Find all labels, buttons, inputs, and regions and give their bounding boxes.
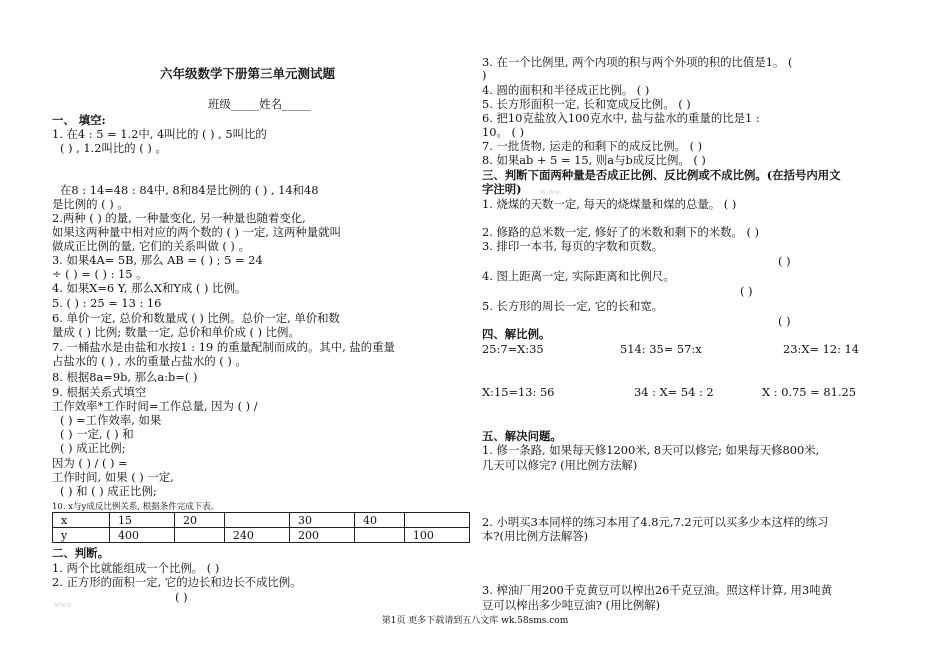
judge-line: 6. 把10克盐放入100克水中, 盐与盐水的重量的比是1 :: [482, 111, 760, 125]
fill-line: ( ) 一定, ( ) 和: [60, 427, 134, 441]
judge-line: 5. 长方形面积一定, 长和宽成反比例。 ( ): [482, 97, 691, 111]
fill-line: 5. ( ) : 25 = 13 : 16: [52, 296, 162, 310]
judge-line: ( ): [175, 590, 188, 604]
table-cell: 200: [289, 528, 354, 543]
fill-line: 量成 ( ) 比例; 数量一定, 总价和单价成 ( ) 比例。: [52, 325, 300, 339]
judge-line: 2. 正方形的面积一定, 它的边长和边长不成比例。: [52, 575, 302, 589]
fill-line: ( ) , 1.2叫比的 ( ) 。: [60, 141, 167, 155]
table-row: [53, 513, 470, 528]
problem-line: 几天可以修完? (用比例方法解): [482, 458, 638, 472]
judge-line: 10。 ( ): [482, 125, 525, 139]
page-footer: 第1页 更多下载请到五八文库 wk.58sms.com: [381, 616, 569, 626]
ratio-type-line: 1. 烧煤的天数一定, 每天的烧煤量和煤的总量。 ( ): [482, 197, 737, 211]
q10-caption: 10. x与y成反比例关系, 根据条件完成下表。: [52, 502, 220, 512]
fill-line: 6. 单价一定, 总价和数量成 ( ) 比例。总价一定, 单价和数: [52, 311, 340, 325]
table-row: [53, 528, 470, 543]
ratio-type-line: ( ): [778, 254, 791, 268]
section-ratio-type-heading-2: 字注明): [482, 182, 522, 196]
ratio-equation: 25:7=X:35: [482, 342, 544, 356]
fill-line: 9. 根据关系式填空: [52, 385, 147, 399]
table-cell: [224, 513, 289, 528]
xy-table: [52, 512, 470, 543]
fill-line: 7. 一桶盐水是由盐和水按1 : 19 的重量配制而成的。其中, 盐的重量: [52, 340, 395, 354]
table-cell: x: [53, 513, 110, 528]
fill-line: 在8 : 14=48 : 84中, 8和84是比例的 ( ) , 14和48: [60, 183, 319, 197]
section-problems-heading: 五、解决问题。: [482, 429, 562, 443]
fill-line: 因为 ( ) / ( ) =: [52, 456, 128, 470]
fill-line: 占盐水的 ( ) , 水的重量占盐水的 ( ) 。: [52, 354, 247, 368]
table-cell: 240: [224, 528, 289, 543]
fill-line: 2.两种 ( ) 的量, 一种量变化, 另一种量也随着变化,: [52, 211, 306, 225]
section-fill-in-heading: 一、 填空:: [52, 113, 106, 127]
fill-line: 是比例的 ( ) 。: [52, 197, 129, 211]
table-cell: y: [53, 528, 110, 543]
fill-line: ( ) =工作效率, 如果: [60, 413, 162, 427]
fill-line: ( ) 和 ( ) 成正比例;: [60, 484, 157, 498]
judge-line: ): [482, 68, 487, 82]
ratio-type-line: ( ): [778, 314, 791, 328]
watermark-text: w ww.: [540, 188, 562, 196]
judge-line: 3. 在一个比例里, 两个内项的积与两个外项的积的比值是1。 (: [482, 55, 793, 69]
fill-line: ÷ ( ) = ( ) : 15 。: [52, 267, 148, 281]
table-cell: 40: [355, 513, 405, 528]
page-title: 六年级数学下册第三单元测试题: [160, 66, 336, 81]
table-cell: 400: [110, 528, 175, 543]
fill-line: 8. 根据8a=9b, 那么a:b=( ): [52, 370, 198, 384]
fill-line: 3. 如果4A= 5B, 那么 AB = ( ) ; 5 = 24: [52, 253, 263, 267]
ratio-type-line: 3. 排印一本书, 每页的字数和页数。: [482, 239, 664, 253]
ratio-type-line: ( ): [740, 284, 753, 298]
judge-line: 8. 如果ab + 5 = 15, 则a与b成反比例。 ( ): [482, 153, 706, 167]
table-cell: [404, 513, 469, 528]
problem-line: 本?(用比例方法解答): [482, 529, 589, 543]
ratio-equation: X:15=13: 56: [482, 385, 555, 399]
fill-line: 1. 在4 : 5 = 1.2中, 4叫比的 ( ) , 5叫比的: [52, 127, 267, 141]
class-name-line: 班级_____姓名_____: [208, 97, 311, 111]
fill-line: 如果这两种量中相对应的两个数的 ( ) 一定, 这两种量就叫: [52, 225, 341, 239]
problem-line: 1. 修一条路, 如果每天修1200米, 8天可以修完; 如果每天修800米,: [482, 443, 820, 457]
problem-line: 3. 榨油厂用200千克黄豆可以榨出26千克豆油。照这样计算, 用3吨黄: [482, 583, 832, 597]
ratio-equation: 23:X= 12: 14: [783, 342, 860, 356]
table-cell: 30: [289, 513, 354, 528]
problem-line: 2. 小明买3本同样的练习本用了4.8元,7.2元可以买多少本这样的练习: [482, 515, 829, 529]
section-solve-ratio-heading: 四、解比例。: [482, 327, 551, 341]
ratio-equation: 34 : X= 54 : 2: [634, 385, 714, 399]
judge-line: 7. 一批货物, 运走的和剩下的成反比例。 ( ): [482, 139, 703, 153]
ratio-type-line: 2. 修路的总米数一定, 修好了的米数和剩下的米数。 ( ): [482, 225, 760, 239]
ratio-equation: X : 0.75 = 81.25: [762, 385, 856, 399]
judge-line: 4. 圆的面积和半径成正比例。 ( ): [482, 83, 650, 97]
table-cell: [175, 528, 225, 543]
table-cell: 100: [404, 528, 469, 543]
judge-line: 1. 两个比就能组成一个比例。 ( ): [52, 561, 220, 575]
fill-line: 工作时间, 如果 ( ) 一定,: [52, 470, 174, 484]
fill-line: 4. 如果X=6 Y, 那么X和Y成 ( ) 比例。: [52, 281, 247, 295]
watermark-text: www.: [54, 601, 74, 609]
ratio-type-line: 4. 图上距离一定, 实际距离和比例尺。: [482, 269, 675, 283]
section-judge-heading: 二、判断。: [52, 546, 109, 560]
fill-line: 做成正比例的量, 它们的关系叫做 ( ) 。: [52, 239, 250, 253]
table-cell: [355, 528, 405, 543]
ratio-equation: 514: 35= 57:x: [620, 342, 702, 356]
fill-line: ( ) 成正比例;: [60, 441, 126, 455]
ratio-type-line: 5. 长方形的周长一定, 它的长和宽。: [482, 299, 664, 313]
problem-line: 豆可以榨出多少吨豆油? (用比例解): [482, 598, 661, 612]
table-cell: 15: [110, 513, 175, 528]
table-cell: 20: [175, 513, 225, 528]
section-ratio-type-heading: 三、判断下面两种量是否成正比例、反比例或不成比例。(在括号内用文: [482, 168, 841, 182]
fill-line: 工作效率*工作时间=工作总量, 因为 ( ) /: [52, 399, 258, 413]
